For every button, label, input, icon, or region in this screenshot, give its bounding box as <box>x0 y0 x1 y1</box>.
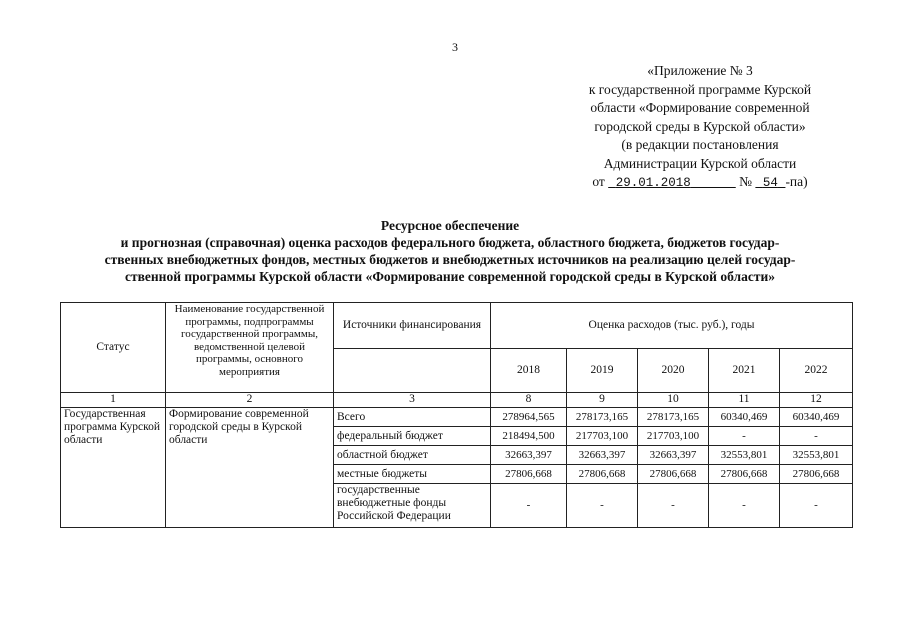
value-cell: 32553,801 <box>780 446 853 465</box>
title-line-4: ственной программы Курской области «Формирование современной городской среды в Курской области» <box>125 269 775 284</box>
index-cell: 11 <box>709 393 780 408</box>
index-cell: 10 <box>638 393 709 408</box>
value-cell: 60340,469 <box>709 408 780 427</box>
value-cell: 27806,668 <box>780 465 853 484</box>
appendix-line-6: Администрации Курской области <box>603 155 797 171</box>
page-number: 3 <box>452 40 458 54</box>
header-year-2020: 2020 <box>638 349 709 393</box>
appendix-number: 54 <box>762 176 778 190</box>
value-cell: - <box>780 484 853 528</box>
header-year-2018: 2018 <box>491 349 567 393</box>
value-cell: - <box>780 427 853 446</box>
title-line-1: Ресурсное обеспечение <box>380 218 520 233</box>
appendix-line-4: городской среды в Курской области» <box>594 118 806 134</box>
header-sources: Источники финансирования <box>334 303 491 349</box>
index-cell: 8 <box>491 393 567 408</box>
appendix-date: 29.01.2018 <box>615 176 691 190</box>
value-cell: 217703,100 <box>567 427 638 446</box>
appendix-line-1: «Приложение № 3 <box>647 63 753 78</box>
appendix-line-5: (в редакции постановления <box>621 137 779 152</box>
source-cell: Всего <box>334 408 491 427</box>
source-cell: областной бюджет <box>334 446 491 465</box>
header-year-2022: 2022 <box>780 349 853 393</box>
value-cell: 27806,668 <box>491 465 567 484</box>
value-cell: 32663,397 <box>491 446 567 465</box>
resources-table <box>60 302 853 528</box>
appendix-block <box>560 62 840 193</box>
appendix-suffix: -па) <box>785 174 808 189</box>
table-row <box>61 408 853 427</box>
value-cell: 27806,668 <box>567 465 638 484</box>
index-cell: 12 <box>780 393 853 408</box>
appendix-line-3: области «Формирование современной <box>590 100 810 115</box>
program-name-cell: Формирование современной городской среды в Курской области <box>166 408 334 528</box>
header-year-2019: 2019 <box>567 349 638 393</box>
header-name: Наименование государственной программы, подпрограммы государственной программы, ведомственной целевой программы, основного мероприятия <box>166 303 334 393</box>
status-cell: Государственная программа Курской области <box>61 408 166 528</box>
value-cell: 27806,668 <box>709 465 780 484</box>
value-cell: - <box>491 484 567 528</box>
value-cell: 60340,469 <box>780 408 853 427</box>
value-cell: 278173,165 <box>567 408 638 427</box>
value-cell: 278173,165 <box>638 408 709 427</box>
header-row-1 <box>61 303 853 349</box>
appendix-number-label: № <box>739 174 753 189</box>
header-status: Статус <box>61 303 166 393</box>
appendix-date-line <box>560 173 840 193</box>
appendix-from-label: от <box>592 174 605 189</box>
header-year-2021: 2021 <box>709 349 780 393</box>
value-cell: 278964,565 <box>491 408 567 427</box>
index-cell: 1 <box>61 393 166 408</box>
value-cell: - <box>638 484 709 528</box>
index-cell: 9 <box>567 393 638 408</box>
value-cell: 32663,397 <box>638 446 709 465</box>
index-cell: 3 <box>334 393 491 408</box>
source-cell: местные бюджеты <box>334 465 491 484</box>
index-row <box>61 393 853 408</box>
document-title <box>60 217 840 285</box>
value-cell: 27806,668 <box>638 465 709 484</box>
value-cell: - <box>567 484 638 528</box>
title-line-3: ственных внебюджетных фондов, местных бюджетов и внебюджетных источников на реализацию целей государ- <box>104 252 796 267</box>
value-cell: - <box>709 484 780 528</box>
source-cell: федеральный бюджет <box>334 427 491 446</box>
value-cell: 32553,801 <box>709 446 780 465</box>
source-cell: государственные внебюджетные фонды Российской Федерации <box>334 484 491 528</box>
header-estimate: Оценка расходов (тыс. руб.), годы <box>491 303 853 349</box>
header-sources-continuation <box>334 349 491 393</box>
title-line-2: и прогнозная (справочная) оценка расходов федерального бюджета, областного бюджета, бюджетов государ- <box>120 235 780 250</box>
value-cell: - <box>709 427 780 446</box>
value-cell: 217703,100 <box>638 427 709 446</box>
value-cell: 32663,397 <box>567 446 638 465</box>
value-cell: 218494,500 <box>491 427 567 446</box>
index-cell: 2 <box>166 393 334 408</box>
appendix-line-2: к государственной программе Курской <box>588 81 812 97</box>
